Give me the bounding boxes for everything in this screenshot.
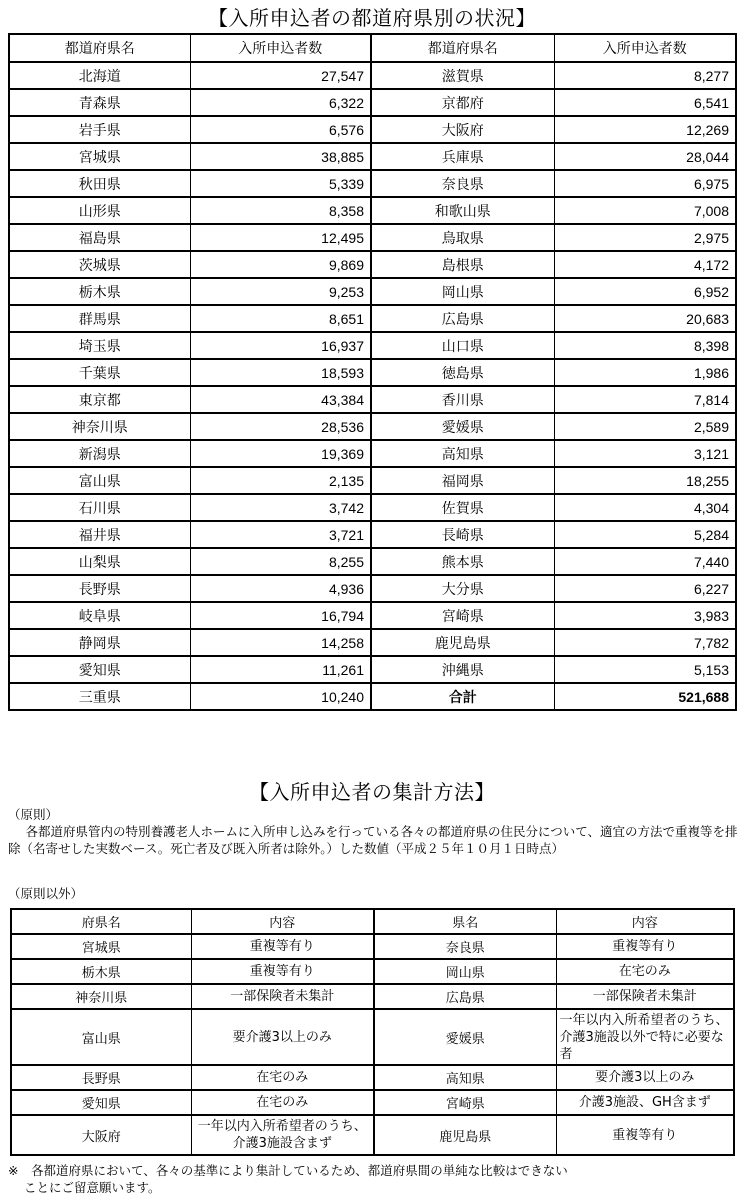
prefecture-name: 福井県	[9, 521, 190, 548]
prefecture-name: 奈良県	[374, 934, 556, 959]
prefecture-name: 神奈川県	[11, 984, 191, 1009]
prefecture-name: 栃木県	[11, 959, 191, 984]
prefecture-name: 愛媛県	[374, 1009, 556, 1065]
prefecture-name: 大阪府	[371, 116, 554, 143]
prefecture-name: 栃木県	[9, 278, 190, 305]
table-row	[9, 305, 736, 332]
table-row	[9, 89, 736, 116]
table-row	[9, 413, 736, 440]
table-row	[9, 224, 736, 251]
applicant-count: 43,384	[190, 386, 371, 413]
table-row	[9, 332, 736, 359]
prefecture-name: 富山県	[11, 1009, 191, 1065]
prefecture-name: 滋賀県	[371, 62, 554, 89]
prefecture-name: 福島県	[9, 224, 190, 251]
footnote-line: ※ 各都道府県において、各々の基準により集計しているため、都道府県間の単純な比較はできない	[8, 1163, 568, 1178]
exception-content: 在宅のみ	[191, 1090, 374, 1115]
table-row	[9, 359, 736, 386]
applicant-count: 7,440	[554, 548, 736, 575]
applicant-count: 7,814	[554, 386, 736, 413]
prefecture-name: 群馬県	[9, 305, 190, 332]
prefecture-name: 山口県	[371, 332, 554, 359]
applicant-count: 6,576	[190, 116, 371, 143]
total-count: 521,688	[554, 683, 736, 710]
prefecture-name: 茨城県	[9, 251, 190, 278]
prefecture-name: 福岡県	[371, 467, 554, 494]
prefecture-name: 広島県	[371, 305, 554, 332]
method-section-title: 【入所申込者の集計方法】	[249, 780, 495, 804]
prefecture-name: 長野県	[11, 1065, 191, 1090]
prefecture-name: 和歌山県	[371, 197, 554, 224]
prefecture-name: 京都府	[371, 89, 554, 116]
prefecture-name: 大阪府	[11, 1115, 191, 1155]
table-row	[9, 143, 736, 170]
prefecture-name: 岡山県	[374, 959, 556, 984]
exception-content: 一年以内入所希望者のうち、介護3施設含まず	[191, 1115, 374, 1155]
prefecture-name: 宮崎県	[374, 1090, 556, 1115]
prefecture-name: 秋田県	[9, 170, 190, 197]
applicant-count: 3,721	[190, 521, 371, 548]
applicant-count: 5,284	[554, 521, 736, 548]
applicant-count: 27,547	[190, 62, 371, 89]
table-row	[9, 575, 736, 602]
table-row	[9, 116, 736, 143]
applicant-count: 2,589	[554, 413, 736, 440]
prefecture-name: 徳島県	[371, 359, 554, 386]
prefecture-name: 愛知県	[11, 1090, 191, 1115]
column-header-content: 内容	[556, 909, 734, 934]
prefecture-name: 岐阜県	[9, 602, 190, 629]
status-section-title: 【入所申込者の都道府県別の状況】	[208, 6, 536, 30]
table-row	[9, 278, 736, 305]
applicant-count: 6,952	[554, 278, 736, 305]
prefecture-name: 香川県	[371, 386, 554, 413]
exception-content: 重複等有り	[191, 959, 374, 984]
prefecture-name: 奈良県	[371, 170, 554, 197]
applicant-count: 38,885	[190, 143, 371, 170]
table-row	[9, 440, 736, 467]
prefecture-name: 兵庫県	[371, 143, 554, 170]
applicant-count: 6,322	[190, 89, 371, 116]
exception-content: 要介護3以上のみ	[191, 1009, 374, 1065]
principle-label: （原則）	[8, 807, 59, 822]
exception-label: （原則以外）	[8, 886, 84, 901]
exception-content: 一年以内入所希望者のうち、介護3施設以外で特に必要な者	[556, 1009, 734, 1065]
table-row	[9, 62, 736, 89]
prefecture-name: 岩手県	[9, 116, 190, 143]
table-row	[9, 170, 736, 197]
exception-content: 重複等有り	[556, 1115, 734, 1155]
table-row	[11, 1115, 734, 1155]
applicant-count: 6,975	[554, 170, 736, 197]
applicant-count: 7,008	[554, 197, 736, 224]
applicant-count: 16,937	[190, 332, 371, 359]
table-row	[9, 467, 736, 494]
applicant-count: 7,782	[554, 629, 736, 656]
total-label: 合計	[371, 683, 554, 710]
table-row	[11, 1009, 734, 1065]
applicant-count: 11,261	[190, 656, 371, 683]
column-header-applicants: 入所申込者数	[554, 34, 736, 62]
table-header-row	[11, 909, 734, 934]
column-header-applicants: 入所申込者数	[190, 34, 371, 62]
table-row	[9, 521, 736, 548]
prefecture-applicants-table	[8, 33, 737, 711]
applicant-count: 5,339	[190, 170, 371, 197]
applicant-count: 18,255	[554, 467, 736, 494]
prefecture-name: 愛媛県	[371, 413, 554, 440]
applicant-count: 6,227	[554, 575, 736, 602]
prefecture-name: 三重県	[9, 683, 190, 710]
prefecture-name: 佐賀県	[371, 494, 554, 521]
prefecture-name: 鳥取県	[371, 224, 554, 251]
applicant-count: 18,593	[190, 359, 371, 386]
prefecture-name: 高知県	[374, 1065, 556, 1090]
applicant-count: 4,304	[554, 494, 736, 521]
prefecture-name: 鹿児島県	[371, 629, 554, 656]
prefecture-name: 山形県	[9, 197, 190, 224]
exception-content: 在宅のみ	[556, 959, 734, 984]
prefecture-name: 石川県	[9, 494, 190, 521]
prefecture-name: 愛知県	[9, 656, 190, 683]
prefecture-name: 広島県	[374, 984, 556, 1009]
prefecture-name: 神奈川県	[9, 413, 190, 440]
applicant-count: 19,369	[190, 440, 371, 467]
column-header-content: 内容	[191, 909, 374, 934]
table-row	[11, 959, 734, 984]
table-row	[9, 251, 736, 278]
table-row	[11, 1065, 734, 1090]
footnote	[8, 1162, 738, 1196]
table-header-row	[9, 34, 736, 62]
table-row	[11, 934, 734, 959]
applicant-count: 12,269	[554, 116, 736, 143]
prefecture-name: 山梨県	[9, 548, 190, 575]
prefecture-name: 青森県	[9, 89, 190, 116]
prefecture-name: 宮城県	[9, 143, 190, 170]
column-header-prefecture: 府県名	[11, 909, 191, 934]
applicant-count: 4,936	[190, 575, 371, 602]
table-row	[9, 683, 736, 710]
applicant-count: 12,495	[190, 224, 371, 251]
column-header-prefecture: 県名	[374, 909, 556, 934]
table-row	[9, 629, 736, 656]
prefecture-name: 沖縄県	[371, 656, 554, 683]
prefecture-name: 鹿児島県	[374, 1115, 556, 1155]
applicant-count: 3,742	[190, 494, 371, 521]
prefecture-name: 東京都	[9, 386, 190, 413]
applicant-count: 8,398	[554, 332, 736, 359]
applicant-count: 2,135	[190, 467, 371, 494]
applicant-count: 10,240	[190, 683, 371, 710]
applicant-count: 9,869	[190, 251, 371, 278]
prefecture-name: 宮城県	[11, 934, 191, 959]
prefecture-name: 新潟県	[9, 440, 190, 467]
exception-content: 介護3施設、GH含まず	[556, 1090, 734, 1115]
prefecture-name: 高知県	[371, 440, 554, 467]
prefecture-name: 長崎県	[371, 521, 554, 548]
exception-content: 重複等有り	[191, 934, 374, 959]
applicant-count: 20,683	[554, 305, 736, 332]
applicant-count: 9,253	[190, 278, 371, 305]
table-row	[11, 984, 734, 1009]
table-row	[9, 386, 736, 413]
exception-content: 重複等有り	[556, 934, 734, 959]
exception-content: 一部保険者未集計	[556, 984, 734, 1009]
table-row	[9, 197, 736, 224]
exception-table	[10, 908, 735, 1156]
table-row	[11, 1090, 734, 1115]
applicant-count: 8,358	[190, 197, 371, 224]
prefecture-name: 富山県	[9, 467, 190, 494]
exception-content: 在宅のみ	[191, 1065, 374, 1090]
prefecture-name: 島根県	[371, 251, 554, 278]
prefecture-name: 熊本県	[371, 548, 554, 575]
applicant-count: 5,153	[554, 656, 736, 683]
prefecture-name: 岡山県	[371, 278, 554, 305]
table-row	[9, 656, 736, 683]
prefecture-name: 千葉県	[9, 359, 190, 386]
applicant-count: 6,541	[554, 89, 736, 116]
applicant-count: 2,975	[554, 224, 736, 251]
prefecture-name: 長野県	[9, 575, 190, 602]
applicant-count: 14,258	[190, 629, 371, 656]
prefecture-name: 静岡県	[9, 629, 190, 656]
prefecture-name: 宮崎県	[371, 602, 554, 629]
applicant-count: 8,277	[554, 62, 736, 89]
exception-content: 一部保険者未集計	[191, 984, 374, 1009]
applicant-count: 4,172	[554, 251, 736, 278]
applicant-count: 3,121	[554, 440, 736, 467]
table-row	[9, 602, 736, 629]
applicant-count: 28,536	[190, 413, 371, 440]
exception-content: 要介護3以上のみ	[556, 1065, 734, 1090]
prefecture-name: 北海道	[9, 62, 190, 89]
table-row	[9, 494, 736, 521]
applicant-count: 3,983	[554, 602, 736, 629]
applicant-count: 8,651	[190, 305, 371, 332]
footnote-line: ことにご留意願います。	[24, 1180, 161, 1195]
principle-body: 各都道府県管内の特別養護老人ホームに入所申し込みを行っている各々の都道府県の住民分について、適宜の方法で重複等を排除（名寄せした実数ベース。死亡者及び既入所者は除外。）した数値（平成２５年１０月１日時点）	[8, 824, 738, 856]
applicant-count: 28,044	[554, 143, 736, 170]
applicant-count: 16,794	[190, 602, 371, 629]
applicant-count: 1,986	[554, 359, 736, 386]
column-header-prefecture: 都道府県名	[9, 34, 190, 62]
column-header-prefecture: 都道府県名	[371, 34, 554, 62]
applicant-count: 8,255	[190, 548, 371, 575]
prefecture-name: 大分県	[371, 575, 554, 602]
table-row	[9, 548, 736, 575]
prefecture-name: 埼玉県	[9, 332, 190, 359]
